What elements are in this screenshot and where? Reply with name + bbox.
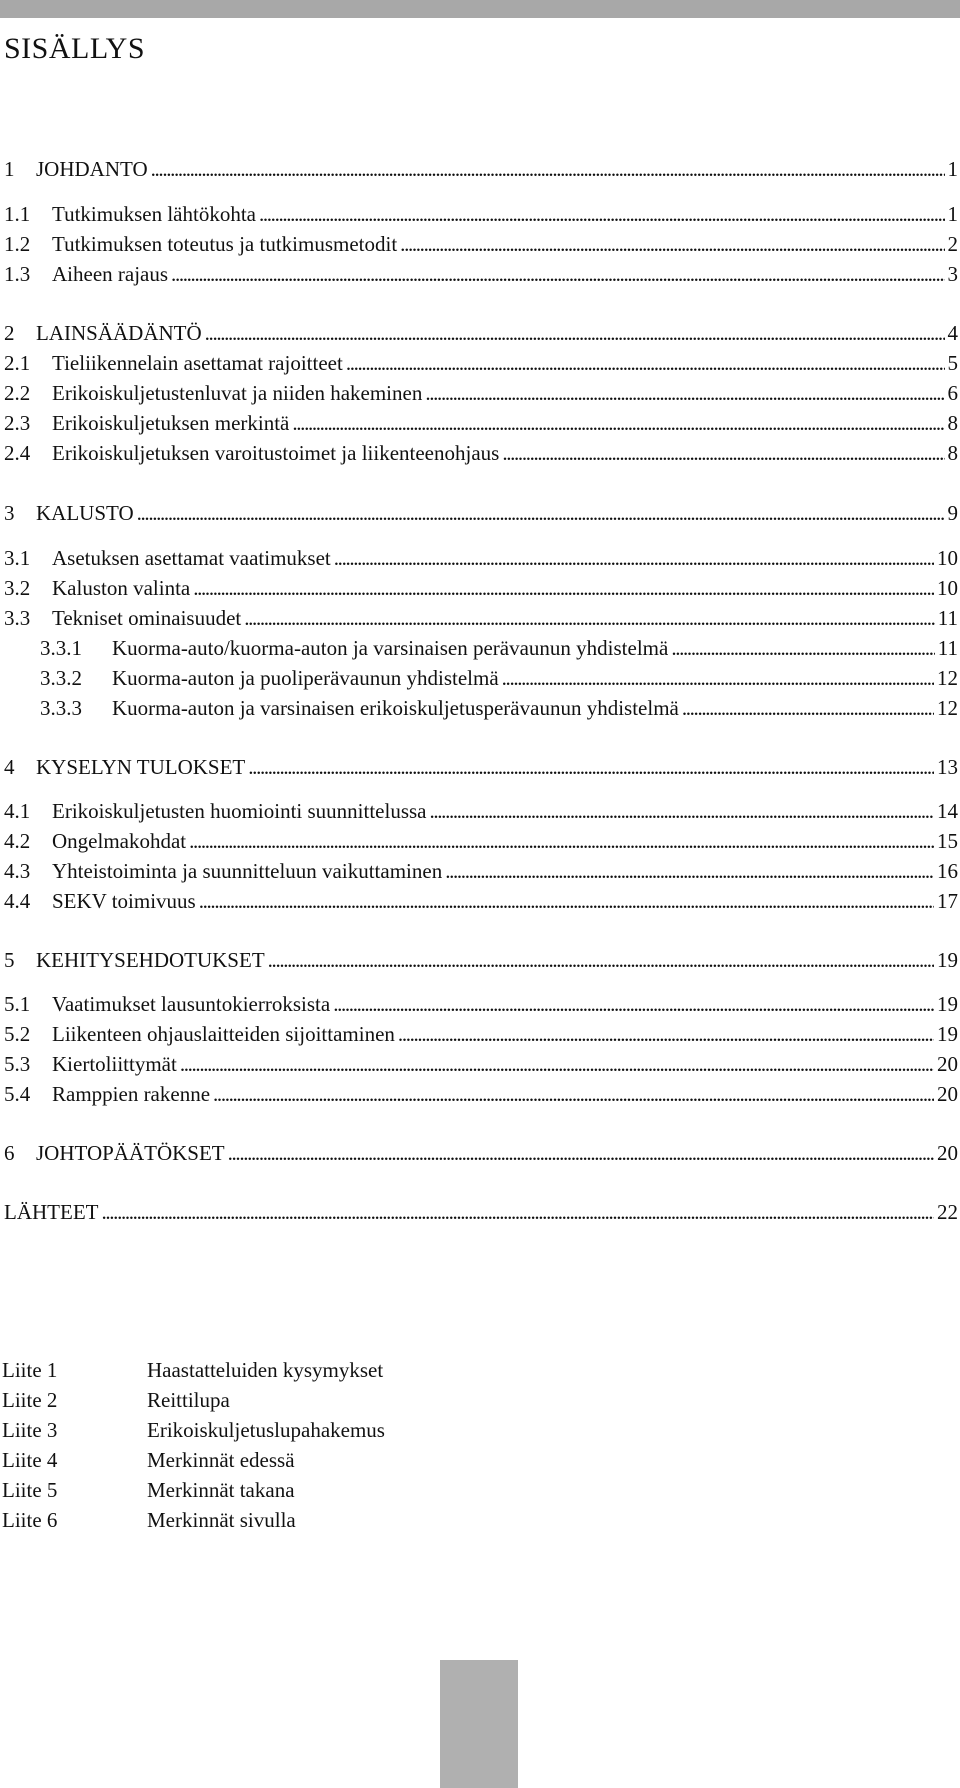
toc-leader-dots	[671, 633, 934, 663]
appendix-label: Liite 6	[2, 1508, 58, 1532]
toc-entry[interactable]	[0, 378, 958, 408]
toc-entry[interactable]	[0, 229, 958, 259]
toc-entry-number: 3.3.3	[40, 696, 82, 720]
toc-entry-page: 12	[937, 696, 958, 720]
toc-leader-dots	[502, 663, 934, 693]
toc-leader-dots	[189, 826, 934, 856]
toc-entry-title: Kiertoliittymät	[52, 1052, 177, 1076]
toc-leader-dots	[268, 945, 934, 975]
toc-entry-title: JOHDANTO	[36, 157, 148, 181]
toc-leader-dots	[213, 1079, 934, 1109]
toc-entry-number: 3.3.2	[40, 666, 82, 690]
toc-entry-number: 2.4	[4, 441, 31, 465]
toc-entry-page: 6	[947, 381, 958, 405]
toc-leader-dots	[199, 886, 934, 916]
toc-entry-page: 4	[947, 321, 958, 345]
toc-entry[interactable]	[0, 633, 958, 663]
toc-entry-number: 5.4	[4, 1082, 31, 1106]
toc-entry-title: KALUSTO	[36, 501, 134, 525]
toc-entry-title: KYSELYN TULOKSET	[36, 755, 246, 779]
appendix-label: Liite 5	[2, 1478, 58, 1502]
toc-entry-title: LÄHTEET	[4, 1200, 99, 1224]
toc-entry-number: 3.3.1	[40, 636, 82, 660]
toc-entry-page: 20	[937, 1082, 958, 1106]
toc-leader-dots	[180, 1049, 934, 1079]
toc-leader-dots	[259, 199, 945, 229]
toc-entry-page: 20	[937, 1141, 958, 1165]
toc-entry-page: 16	[937, 859, 958, 883]
toc-entry-title: Erikoiskuljetuksen merkintä	[52, 411, 290, 435]
header-bar	[0, 0, 960, 18]
toc-entry[interactable]	[0, 826, 958, 856]
toc-entry-title: JOHTOPÄÄTÖKSET	[36, 1141, 225, 1165]
toc-leader-dots	[429, 796, 934, 826]
toc-entry-number: 4.3	[4, 859, 31, 883]
toc-leader-dots	[205, 318, 945, 348]
toc-entry[interactable]	[0, 693, 958, 723]
toc-entry[interactable]	[0, 1138, 958, 1168]
toc-entry-number: 2.1	[4, 351, 31, 375]
toc-entry-page: 11	[937, 636, 958, 660]
toc-entry-number: 6	[4, 1141, 15, 1165]
toc-entry[interactable]	[0, 498, 958, 528]
toc-leader-dots	[228, 1138, 934, 1168]
page-title: SISÄLLYS	[4, 32, 146, 65]
toc-entry-page: 19	[937, 1022, 958, 1046]
toc-entry-page: 9	[947, 501, 958, 525]
toc-entry-page: 2	[947, 232, 958, 256]
toc-entry-title: Tutkimuksen lähtökohta	[52, 202, 256, 226]
toc-entry-title: Asetuksen asettamat vaatimukset	[52, 546, 331, 570]
toc-leader-dots	[137, 498, 945, 528]
toc-entry-page: 15	[937, 829, 958, 853]
toc-entry-title: Erikoiskuljetustenluvat ja niiden hakeminen	[52, 381, 423, 405]
toc-entry-title: Kuorma-auton ja varsinaisen erikoiskuljetusperävaunun yhdistelmä	[112, 696, 679, 720]
toc-entry-page: 1	[947, 157, 958, 181]
toc-entry[interactable]	[0, 438, 958, 468]
appendix-label: Liite 3	[2, 1418, 58, 1442]
toc-entry-title: Tekniset ominaisuudet	[52, 606, 242, 630]
toc-entry[interactable]	[0, 199, 958, 229]
appendix-description: Merkinnät sivulla	[147, 1508, 296, 1532]
toc-entry-number: 1.2	[4, 232, 31, 256]
toc-entry-number: 4	[4, 755, 15, 779]
toc-entry-title: Tieliikennelain asettamat rajoitteet	[52, 351, 343, 375]
toc-entry-number: 1.1	[4, 202, 31, 226]
toc-leader-dots	[248, 752, 934, 782]
toc-entry-title: Kuorma-auton ja puoliperävaunun yhdistelmä	[112, 666, 499, 690]
toc-entry-number: 1.3	[4, 262, 31, 286]
toc-entry[interactable]	[0, 989, 958, 1019]
toc-leader-dots	[425, 378, 944, 408]
toc-leader-dots	[400, 229, 944, 259]
toc-entry[interactable]	[0, 1019, 958, 1049]
appendix-description: Reittilupa	[147, 1388, 230, 1412]
toc-entry-number: 3	[4, 501, 15, 525]
toc-leader-dots	[101, 1197, 934, 1227]
toc-leader-dots	[244, 603, 935, 633]
toc-entry-title: Erikoiskuljetuksen varoitustoimet ja liikenteenohjaus	[52, 441, 500, 465]
toc-entry-title: Liikenteen ohjauslaitteiden sijoittaminen	[52, 1022, 395, 1046]
toc-entry-title: Kuorma-auto/kuorma-auton ja varsinaisen perävaunun yhdistelmä	[112, 636, 669, 660]
toc-entry-page: 19	[937, 948, 958, 972]
toc-entry[interactable]	[0, 603, 958, 633]
toc-entry-page: 5	[947, 351, 958, 375]
appendix-label: Liite 2	[2, 1388, 58, 1412]
toc-entry-number: 5	[4, 948, 15, 972]
toc-entry-page: 11	[937, 606, 958, 630]
appendix-label: Liite 4	[2, 1448, 58, 1472]
toc-entry-number: 5.1	[4, 992, 31, 1016]
toc-entry-page: 10	[937, 546, 958, 570]
toc-entry[interactable]	[0, 886, 958, 916]
toc-entry[interactable]	[0, 154, 958, 184]
toc-entry[interactable]	[0, 663, 958, 693]
toc-entry[interactable]	[0, 318, 958, 348]
toc-entry-page: 12	[937, 666, 958, 690]
toc-leader-dots	[333, 989, 934, 1019]
toc-leader-dots	[171, 259, 944, 289]
toc-entry-page: 22	[937, 1200, 958, 1224]
toc-leader-dots	[502, 438, 944, 468]
toc-leader-dots	[292, 408, 944, 438]
toc-entry-number: 3.1	[4, 546, 31, 570]
toc-entry[interactable]	[0, 408, 958, 438]
toc-entry[interactable]	[0, 348, 958, 378]
toc-leader-dots	[151, 154, 945, 184]
toc-entry-number: 2.3	[4, 411, 31, 435]
appendix-description: Haastatteluiden kysymykset	[147, 1358, 384, 1382]
toc-entry[interactable]	[0, 856, 958, 886]
appendix-description: Erikoiskuljetuslupahakemus	[147, 1418, 385, 1442]
toc-entry-title: SEKV toimivuus	[52, 889, 196, 913]
toc-entry-title: Ongelmakohdat	[52, 829, 187, 853]
toc-leader-dots	[445, 856, 934, 886]
toc-entry-number: 5.2	[4, 1022, 31, 1046]
toc-entry-title: KEHITYSEHDOTUKSET	[36, 948, 265, 972]
appendix-description: Merkinnät takana	[147, 1478, 295, 1502]
toc-entry-page: 20	[937, 1052, 958, 1076]
toc-entry[interactable]	[0, 1197, 958, 1227]
toc-entry-number: 4.2	[4, 829, 31, 853]
toc-entry-title: LAINSÄÄDÄNTÖ	[36, 321, 202, 345]
toc-entry-number: 1	[4, 157, 15, 181]
toc-entry-page: 14	[937, 799, 958, 823]
toc-entry-title: Ramppien rakenne	[52, 1082, 211, 1106]
toc-entry-page: 19	[937, 992, 958, 1016]
toc-entry-page: 10	[937, 576, 958, 600]
toc-entry[interactable]	[0, 573, 958, 603]
toc-leader-dots	[682, 693, 934, 723]
toc-entry[interactable]	[0, 259, 958, 289]
toc-entry[interactable]	[0, 752, 958, 782]
toc-entry-title: Kaluston valinta	[52, 576, 191, 600]
toc-entry-number: 3.3	[4, 606, 31, 630]
toc-leader-dots	[193, 573, 934, 603]
toc-entry-number: 4.4	[4, 889, 31, 913]
toc-leader-dots	[334, 543, 934, 573]
toc-entry-page: 13	[937, 755, 958, 779]
toc-entry-title: Yhteistoiminta ja suunnitteluun vaikuttaminen	[52, 859, 443, 883]
toc-entry-title: Tutkimuksen toteutus ja tutkimusmetodit	[52, 232, 398, 256]
toc-entry[interactable]	[0, 543, 958, 573]
appendix-label: Liite 1	[2, 1358, 58, 1382]
toc-entry-number: 2.2	[4, 381, 31, 405]
toc-entry-number: 5.3	[4, 1052, 31, 1076]
toc-entry-page: 8	[947, 411, 958, 435]
toc-entry-page: 3	[947, 262, 958, 286]
toc-entry-number: 3.2	[4, 576, 31, 600]
toc-entry[interactable]	[0, 1079, 958, 1109]
toc-entry-page: 1	[947, 202, 958, 226]
toc-entry-page: 8	[947, 441, 958, 465]
toc-leader-dots	[346, 348, 945, 378]
toc-entry-title: Aiheen rajaus	[52, 262, 169, 286]
toc-entry[interactable]	[0, 796, 958, 826]
toc-entry-number: 2	[4, 321, 15, 345]
toc-entry-number: 4.1	[4, 799, 31, 823]
toc-entry-title: Vaatimukset lausuntokierroksista	[52, 992, 331, 1016]
page-number-box	[440, 1660, 518, 1788]
toc-entry[interactable]	[0, 1049, 958, 1079]
toc-entry-title: Erikoiskuljetusten huomiointi suunnittelussa	[52, 799, 427, 823]
appendix-description: Merkinnät edessä	[147, 1448, 295, 1472]
toc-entry-page: 17	[937, 889, 958, 913]
toc-leader-dots	[398, 1019, 934, 1049]
toc-entry[interactable]	[0, 945, 958, 975]
